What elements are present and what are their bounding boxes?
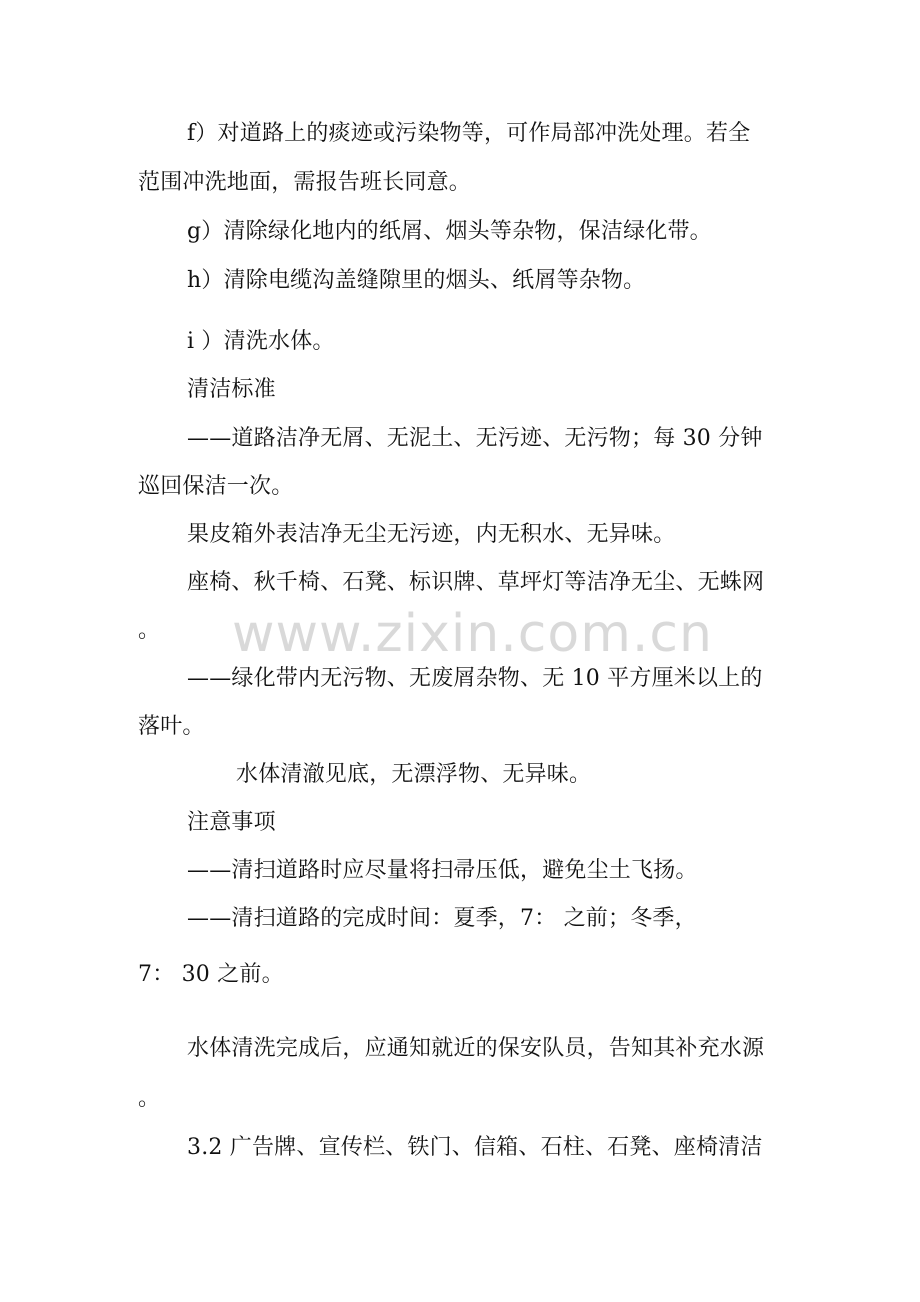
paragraph-water-notify-line-2: 。 (138, 1086, 161, 1111)
precaution-sweeping: ——清扫道路时应尽量将扫帚压低，避免尘土飞扬。 (187, 858, 698, 883)
standard-trash-bin: 果皮箱外表洁净无尘无污迹，内无积水、无异味。 (187, 522, 676, 547)
section-3-2-heading: 3.2 广告牌、宣传栏、铁门、信箱、石柱、石凳、座椅清洁 (187, 1135, 763, 1160)
standard-water-body: 水体清澈见底，无漂浮物、无异味。 (236, 762, 592, 787)
paragraph-i: i ）清洗水体。 (187, 329, 335, 354)
paragraph-g: g）清除绿化地内的纸屑、烟头等杂物，保洁绿化带。 (187, 219, 712, 244)
paragraph-f-line-1: f）对道路上的痰迹或污染物等，可作局部冲洗处理。若全 (187, 121, 751, 146)
watermark: www.zixin.com.cn (232, 604, 713, 664)
paragraph-f-line-2: 范围冲洗地面，需报告班长同意。 (138, 170, 472, 195)
paragraph-h: h）清除电缆沟盖缝隙里的烟头、纸屑等杂物。 (187, 268, 646, 293)
heading-precautions: 注意事项 (187, 810, 276, 835)
standard-greenbelt-line-2: 落叶。 (138, 714, 205, 739)
standard-greenbelt-line-1: ——绿化带内无污物、无废屑杂物、无 10 平方厘米以上的 (187, 666, 763, 691)
paragraph-water-notify-line-1: 水体清洗完成后，应通知就近的保安队员，告知其补充水源 (187, 1036, 765, 1061)
standard-seats-line-2: 。 (138, 618, 161, 643)
precaution-time-line-2: 7： 30 之前。 (138, 962, 284, 987)
standard-road-line-2: 巡回保洁一次。 (138, 474, 294, 499)
precaution-time-line-1: ——清扫道路的完成时间：夏季，7： 之前；冬季， (187, 906, 697, 931)
heading-cleaning-standard: 清洁标准 (187, 377, 276, 402)
standard-seats-line-1: 座椅、秋千椅、石凳、标识牌、草坪灯等洁净无尘、无蛛网 (187, 570, 765, 595)
standard-road-line-1: ——道路洁净无屑、无泥土、无污迹、无污物；每 30 分钟 (187, 426, 763, 451)
